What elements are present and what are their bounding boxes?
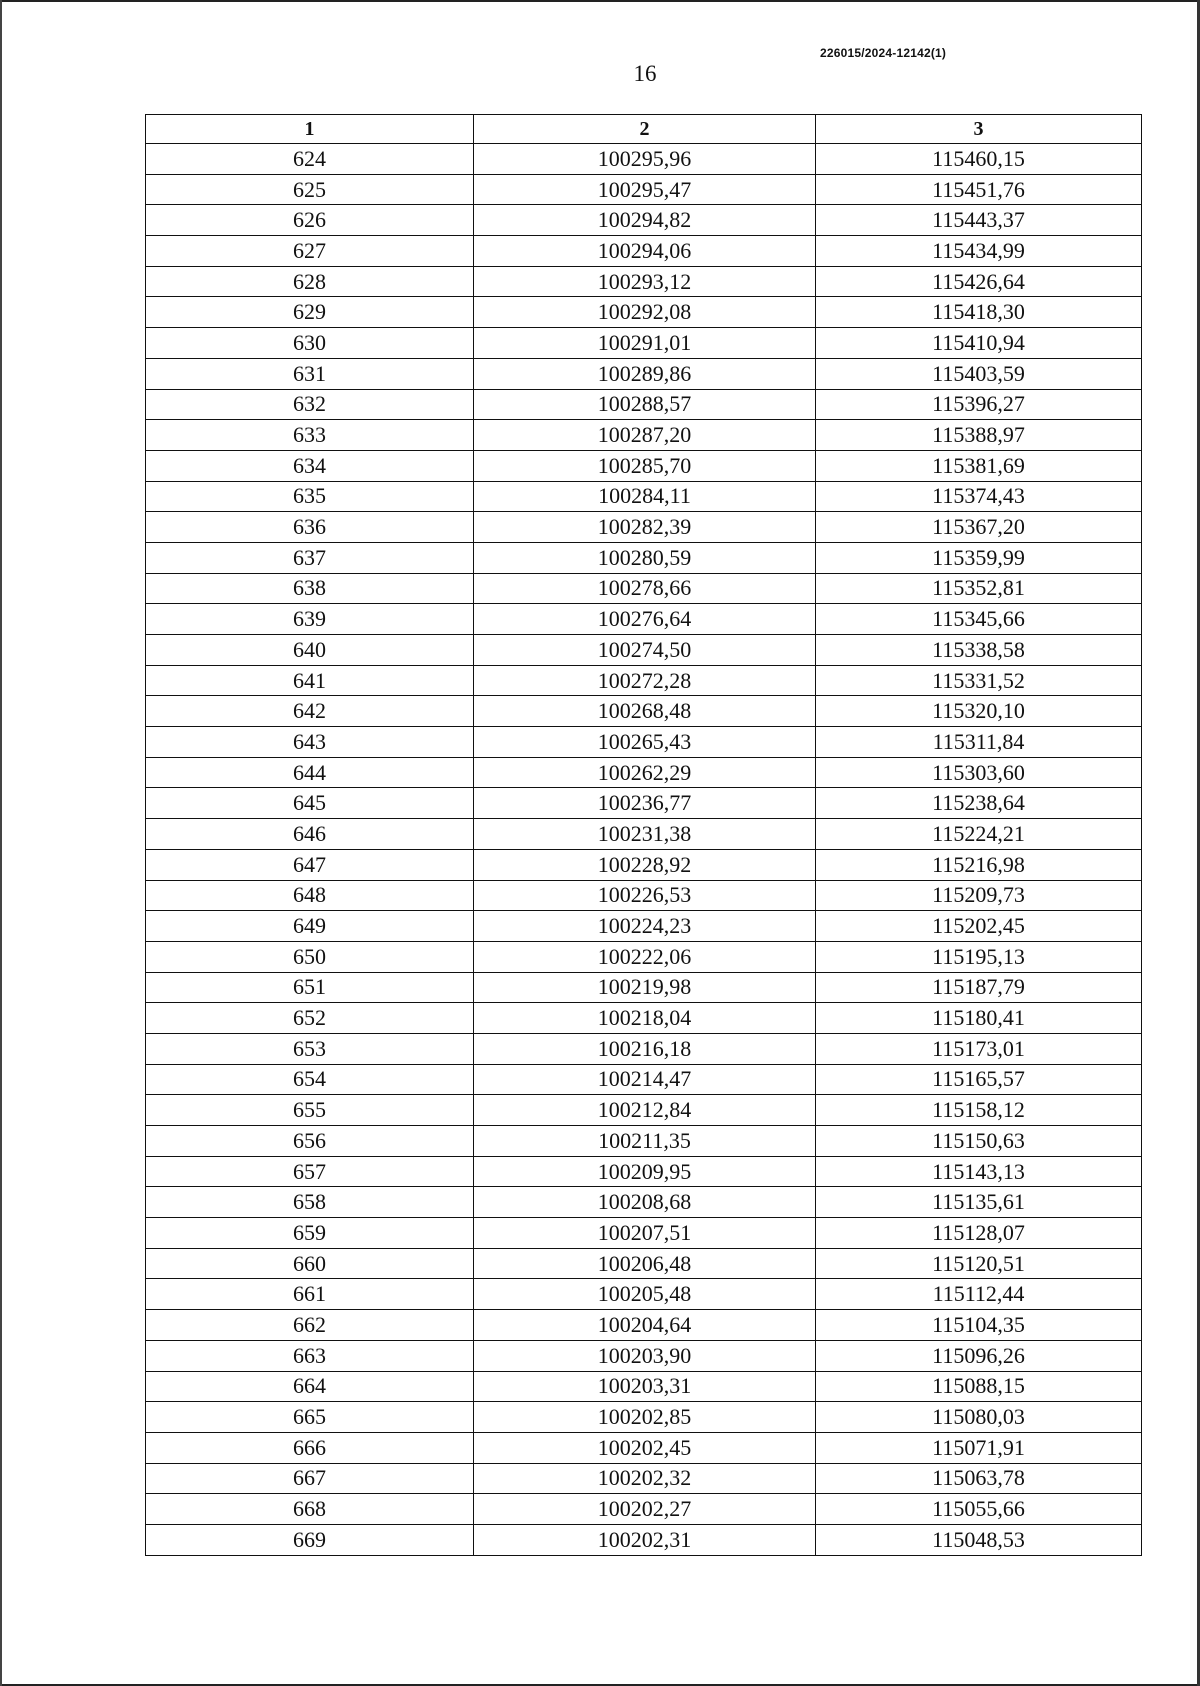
y-coordinate-cell: 115311,84 xyxy=(816,727,1142,758)
y-coordinate-cell: 115080,03 xyxy=(816,1402,1142,1433)
table-row xyxy=(146,880,1142,911)
point-number-cell: 632 xyxy=(146,389,474,420)
table-row xyxy=(146,849,1142,880)
x-coordinate-cell: 100287,20 xyxy=(474,420,816,451)
y-coordinate-cell: 115158,12 xyxy=(816,1095,1142,1126)
y-coordinate-cell: 115143,13 xyxy=(816,1156,1142,1187)
y-coordinate-cell: 115096,26 xyxy=(816,1340,1142,1371)
table-row xyxy=(146,144,1142,175)
y-coordinate-cell: 115048,53 xyxy=(816,1524,1142,1555)
table-row xyxy=(146,1248,1142,1279)
point-number-cell: 662 xyxy=(146,1310,474,1341)
x-coordinate-cell: 100212,84 xyxy=(474,1095,816,1126)
table-row xyxy=(146,1371,1142,1402)
point-number-cell: 647 xyxy=(146,849,474,880)
x-coordinate-cell: 100203,90 xyxy=(474,1340,816,1371)
point-number-cell: 660 xyxy=(146,1248,474,1279)
point-number-cell: 642 xyxy=(146,696,474,727)
table-row xyxy=(146,450,1142,481)
point-number-cell: 633 xyxy=(146,420,474,451)
x-coordinate-cell: 100205,48 xyxy=(474,1279,816,1310)
y-coordinate-cell: 115063,78 xyxy=(816,1463,1142,1494)
y-coordinate-cell: 115374,43 xyxy=(816,481,1142,512)
table-row xyxy=(146,389,1142,420)
column-header: 2 xyxy=(474,115,816,144)
table-row xyxy=(146,1524,1142,1555)
y-coordinate-cell: 115451,76 xyxy=(816,174,1142,205)
point-number-cell: 669 xyxy=(146,1524,474,1555)
point-number-cell: 626 xyxy=(146,205,474,236)
x-coordinate-cell: 100218,04 xyxy=(474,1003,816,1034)
point-number-cell: 635 xyxy=(146,481,474,512)
x-coordinate-cell: 100236,77 xyxy=(474,788,816,819)
table-row xyxy=(146,727,1142,758)
point-number-cell: 636 xyxy=(146,512,474,543)
table-row xyxy=(146,1310,1142,1341)
y-coordinate-cell: 115216,98 xyxy=(816,849,1142,880)
point-number-cell: 624 xyxy=(146,144,474,175)
coordinates-table xyxy=(145,114,1142,1556)
x-coordinate-cell: 100276,64 xyxy=(474,604,816,635)
point-number-cell: 650 xyxy=(146,941,474,972)
table-row xyxy=(146,1064,1142,1095)
x-coordinate-cell: 100207,51 xyxy=(474,1218,816,1249)
point-number-cell: 661 xyxy=(146,1279,474,1310)
y-coordinate-cell: 115388,97 xyxy=(816,420,1142,451)
x-coordinate-cell: 100294,06 xyxy=(474,236,816,267)
point-number-cell: 664 xyxy=(146,1371,474,1402)
x-coordinate-cell: 100262,29 xyxy=(474,757,816,788)
x-coordinate-cell: 100294,82 xyxy=(474,205,816,236)
point-number-cell: 630 xyxy=(146,328,474,359)
point-number-cell: 634 xyxy=(146,450,474,481)
point-number-cell: 648 xyxy=(146,880,474,911)
table-row xyxy=(146,358,1142,389)
point-number-cell: 627 xyxy=(146,236,474,267)
x-coordinate-cell: 100272,28 xyxy=(474,665,816,696)
point-number-cell: 654 xyxy=(146,1064,474,1095)
y-coordinate-cell: 115331,52 xyxy=(816,665,1142,696)
table-header-row xyxy=(146,115,1142,144)
point-number-cell: 657 xyxy=(146,1156,474,1187)
x-coordinate-cell: 100202,32 xyxy=(474,1463,816,1494)
y-coordinate-cell: 115202,45 xyxy=(816,911,1142,942)
table-row xyxy=(146,1402,1142,1433)
point-number-cell: 652 xyxy=(146,1003,474,1034)
table-row xyxy=(146,635,1142,666)
point-number-cell: 668 xyxy=(146,1494,474,1525)
point-number-cell: 628 xyxy=(146,266,474,297)
y-coordinate-cell: 115187,79 xyxy=(816,972,1142,1003)
y-coordinate-cell: 115180,41 xyxy=(816,1003,1142,1034)
x-coordinate-cell: 100206,48 xyxy=(474,1248,816,1279)
x-coordinate-cell: 100284,11 xyxy=(474,481,816,512)
point-number-cell: 649 xyxy=(146,911,474,942)
y-coordinate-cell: 115195,13 xyxy=(816,941,1142,972)
y-coordinate-cell: 115088,15 xyxy=(816,1371,1142,1402)
y-coordinate-cell: 115071,91 xyxy=(816,1432,1142,1463)
point-number-cell: 638 xyxy=(146,573,474,604)
y-coordinate-cell: 115224,21 xyxy=(816,819,1142,850)
y-coordinate-cell: 115320,10 xyxy=(816,696,1142,727)
table-row xyxy=(146,236,1142,267)
y-coordinate-cell: 115443,37 xyxy=(816,205,1142,236)
table-row xyxy=(146,1003,1142,1034)
y-coordinate-cell: 115055,66 xyxy=(816,1494,1142,1525)
table-row xyxy=(146,1187,1142,1218)
point-number-cell: 643 xyxy=(146,727,474,758)
point-number-cell: 665 xyxy=(146,1402,474,1433)
x-coordinate-cell: 100209,95 xyxy=(474,1156,816,1187)
point-number-cell: 629 xyxy=(146,297,474,328)
x-coordinate-cell: 100224,23 xyxy=(474,911,816,942)
y-coordinate-cell: 115418,30 xyxy=(816,297,1142,328)
x-coordinate-cell: 100208,68 xyxy=(474,1187,816,1218)
x-coordinate-cell: 100288,57 xyxy=(474,389,816,420)
point-number-cell: 653 xyxy=(146,1033,474,1064)
y-coordinate-cell: 115238,64 xyxy=(816,788,1142,819)
table-row xyxy=(146,911,1142,942)
table-row xyxy=(146,696,1142,727)
y-coordinate-cell: 115209,73 xyxy=(816,880,1142,911)
point-number-cell: 639 xyxy=(146,604,474,635)
table-row xyxy=(146,297,1142,328)
y-coordinate-cell: 115135,61 xyxy=(816,1187,1142,1218)
table-row xyxy=(146,757,1142,788)
point-number-cell: 656 xyxy=(146,1126,474,1157)
y-coordinate-cell: 115112,44 xyxy=(816,1279,1142,1310)
x-coordinate-cell: 100211,35 xyxy=(474,1126,816,1157)
table-row xyxy=(146,819,1142,850)
point-number-cell: 625 xyxy=(146,174,474,205)
point-number-cell: 667 xyxy=(146,1463,474,1494)
point-number-cell: 644 xyxy=(146,757,474,788)
table-row xyxy=(146,512,1142,543)
table-row xyxy=(146,941,1142,972)
y-coordinate-cell: 115150,63 xyxy=(816,1126,1142,1157)
y-coordinate-cell: 115403,59 xyxy=(816,358,1142,389)
y-coordinate-cell: 115120,51 xyxy=(816,1248,1142,1279)
y-coordinate-cell: 115352,81 xyxy=(816,573,1142,604)
x-coordinate-cell: 100219,98 xyxy=(474,972,816,1003)
table-row xyxy=(146,788,1142,819)
point-number-cell: 666 xyxy=(146,1432,474,1463)
x-coordinate-cell: 100222,06 xyxy=(474,941,816,972)
y-coordinate-cell: 115396,27 xyxy=(816,389,1142,420)
y-coordinate-cell: 115426,64 xyxy=(816,266,1142,297)
table-row xyxy=(146,542,1142,573)
x-coordinate-cell: 100295,96 xyxy=(474,144,816,175)
table-row xyxy=(146,205,1142,236)
x-coordinate-cell: 100202,27 xyxy=(474,1494,816,1525)
x-coordinate-cell: 100216,18 xyxy=(474,1033,816,1064)
x-coordinate-cell: 100202,45 xyxy=(474,1432,816,1463)
table-row xyxy=(146,1156,1142,1187)
y-coordinate-cell: 115303,60 xyxy=(816,757,1142,788)
table-row xyxy=(146,1432,1142,1463)
x-coordinate-cell: 100293,12 xyxy=(474,266,816,297)
table-row xyxy=(146,573,1142,604)
table-row xyxy=(146,328,1142,359)
table-body xyxy=(146,144,1142,1556)
x-coordinate-cell: 100292,08 xyxy=(474,297,816,328)
table-row xyxy=(146,481,1142,512)
point-number-cell: 659 xyxy=(146,1218,474,1249)
point-number-cell: 663 xyxy=(146,1340,474,1371)
y-coordinate-cell: 115128,07 xyxy=(816,1218,1142,1249)
table-row xyxy=(146,1463,1142,1494)
x-coordinate-cell: 100226,53 xyxy=(474,880,816,911)
table-row xyxy=(146,1494,1142,1525)
table-row xyxy=(146,420,1142,451)
table-row xyxy=(146,1095,1142,1126)
y-coordinate-cell: 115165,57 xyxy=(816,1064,1142,1095)
point-number-cell: 651 xyxy=(146,972,474,1003)
page-number: 16 xyxy=(633,61,657,86)
x-coordinate-cell: 100268,48 xyxy=(474,696,816,727)
table-row xyxy=(146,174,1142,205)
column-header: 3 xyxy=(816,115,1142,144)
x-coordinate-cell: 100289,86 xyxy=(474,358,816,389)
y-coordinate-cell: 115359,99 xyxy=(816,542,1142,573)
table-row xyxy=(146,972,1142,1003)
page-edge-left xyxy=(0,0,2,1686)
point-number-cell: 655 xyxy=(146,1095,474,1126)
point-number-cell: 646 xyxy=(146,819,474,850)
x-coordinate-cell: 100203,31 xyxy=(474,1371,816,1402)
table-row xyxy=(146,1279,1142,1310)
x-coordinate-cell: 100282,39 xyxy=(474,512,816,543)
table-row xyxy=(146,1033,1142,1064)
x-coordinate-cell: 100285,70 xyxy=(474,450,816,481)
x-coordinate-cell: 100265,43 xyxy=(474,727,816,758)
table-row xyxy=(146,1218,1142,1249)
point-number-cell: 640 xyxy=(146,635,474,666)
x-coordinate-cell: 100278,66 xyxy=(474,573,816,604)
x-coordinate-cell: 100291,01 xyxy=(474,328,816,359)
x-coordinate-cell: 100228,92 xyxy=(474,849,816,880)
table-row xyxy=(146,266,1142,297)
table-row xyxy=(146,604,1142,635)
point-number-cell: 641 xyxy=(146,665,474,696)
point-number-cell: 645 xyxy=(146,788,474,819)
y-coordinate-cell: 115381,69 xyxy=(816,450,1142,481)
y-coordinate-cell: 115367,20 xyxy=(816,512,1142,543)
y-coordinate-cell: 115460,15 xyxy=(816,144,1142,175)
x-coordinate-cell: 100214,47 xyxy=(474,1064,816,1095)
table-row xyxy=(146,1126,1142,1157)
page-edge-top xyxy=(0,0,1200,2)
point-number-cell: 658 xyxy=(146,1187,474,1218)
y-coordinate-cell: 115338,58 xyxy=(816,635,1142,666)
x-coordinate-cell: 100295,47 xyxy=(474,174,816,205)
point-number-cell: 631 xyxy=(146,358,474,389)
x-coordinate-cell: 100202,31 xyxy=(474,1524,816,1555)
x-coordinate-cell: 100204,64 xyxy=(474,1310,816,1341)
x-coordinate-cell: 100274,50 xyxy=(474,635,816,666)
y-coordinate-cell: 115434,99 xyxy=(816,236,1142,267)
x-coordinate-cell: 100202,85 xyxy=(474,1402,816,1433)
y-coordinate-cell: 115345,66 xyxy=(816,604,1142,635)
y-coordinate-cell: 115173,01 xyxy=(816,1033,1142,1064)
table-row xyxy=(146,665,1142,696)
document-reference-number: 226015/2024-12142(1) xyxy=(820,46,947,60)
x-coordinate-cell: 100231,38 xyxy=(474,819,816,850)
point-number-cell: 637 xyxy=(146,542,474,573)
x-coordinate-cell: 100280,59 xyxy=(474,542,816,573)
column-header: 1 xyxy=(146,115,474,144)
y-coordinate-cell: 115104,35 xyxy=(816,1310,1142,1341)
y-coordinate-cell: 115410,94 xyxy=(816,328,1142,359)
table-row xyxy=(146,1340,1142,1371)
